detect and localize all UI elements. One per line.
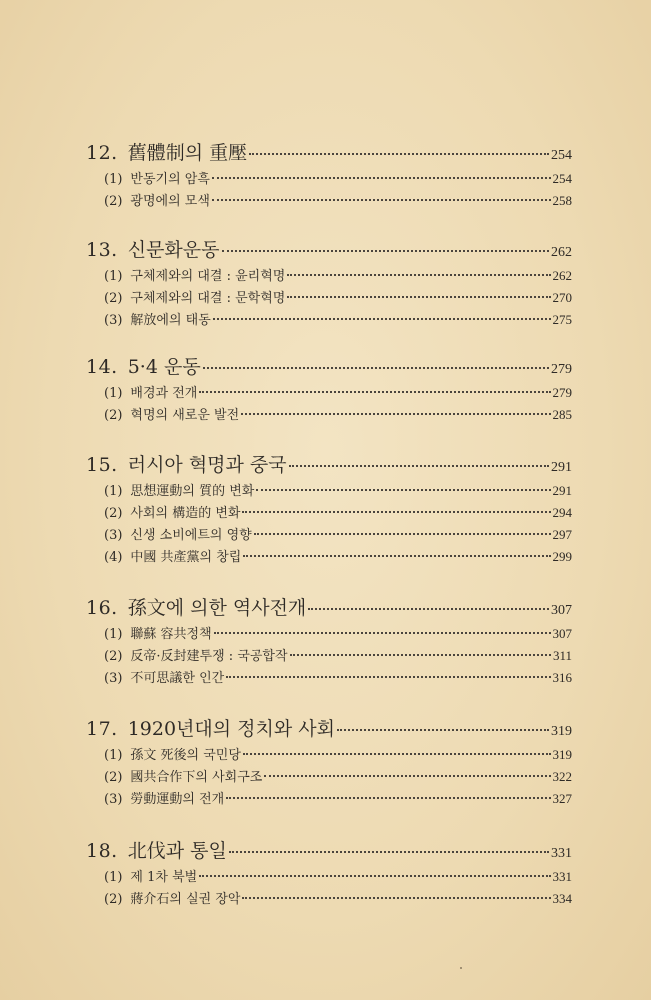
section-title: 反帝·反封建투쟁 : 국공합작 [130,649,288,664]
chapter-number: 18. [86,840,118,862]
dot-leader [242,897,550,899]
section-entry[interactable] [86,645,572,667]
dot-leader [213,318,551,320]
chapter-number: 13. [86,239,118,261]
chapter-title: 신문화운동 [127,239,220,261]
chapter-page-number: 254 [551,148,572,163]
section-page-number: 285 [552,407,572,422]
section-number: (1) [104,386,123,401]
section-title: 解放에의 태동 [130,313,211,328]
section-page-number: 258 [552,193,572,208]
section-title: 思想運動의 質的 변화 [130,484,255,499]
section-title: 제 1차 북벌 [130,870,198,885]
dot-leader [290,654,551,656]
section-entry[interactable] [86,766,572,788]
section-number: (1) [104,627,123,642]
chapter-number: 14. [86,356,118,378]
dot-leader [226,676,550,678]
chapter-number: 16. [86,597,118,619]
section-title: 聯蘇 容共정책 [130,627,212,642]
section-number: (1) [104,172,123,187]
dot-leader [203,367,549,369]
dot-leader [264,775,550,777]
section-entry[interactable] [86,382,572,404]
section-title: 孫文 死後의 국민당 [130,748,241,763]
dot-leader [226,797,550,799]
section-page-number: 297 [552,527,572,542]
section-page-number: 279 [552,385,572,400]
chapter-block [86,352,572,426]
section-title: 반동기의 암흑 [130,172,210,187]
section-title: 國共合作下의 사회구조 [130,770,263,785]
section-number: (1) [104,484,123,499]
section-number: (2) [104,506,123,521]
section-entry[interactable] [86,287,572,309]
section-entry[interactable] [86,546,572,568]
chapter-page-number: 319 [551,724,572,739]
dot-leader [308,608,549,610]
section-entry[interactable] [86,309,572,331]
dot-leader [214,632,551,634]
section-number: (3) [104,671,123,686]
chapter-heading[interactable] [86,352,572,382]
section-page-number: 270 [552,290,572,305]
dot-leader [229,851,549,853]
section-title: 구체제와의 대결 : 윤리혁명 [130,269,286,284]
section-page-number: 291 [552,483,572,498]
section-entry[interactable] [86,480,572,502]
section-entry[interactable] [86,623,572,645]
dot-leader [243,555,550,557]
dot-leader [289,465,549,467]
section-entry[interactable] [86,788,572,810]
section-page-number: 327 [552,791,572,806]
section-entry[interactable] [86,404,572,426]
section-entry[interactable] [86,190,572,212]
section-title: 배경과 전개 [130,386,198,401]
section-number: (1) [104,870,123,885]
dot-leader [212,199,551,201]
chapter-title: 舊體制의 重壓 [127,142,248,164]
section-title: 구체제와의 대결 : 문학혁명 [130,291,286,306]
dot-leader [241,413,550,415]
section-number: (1) [104,269,123,284]
chapter-block [86,235,572,331]
paper-speck [460,967,462,969]
section-number: (3) [104,792,123,807]
chapter-title: 1920년대의 정치와 사회 [127,718,335,740]
dot-leader [242,511,550,513]
chapter-title: 러시아 혁명과 중국 [127,454,287,476]
section-page-number: 254 [552,171,572,186]
section-entry[interactable] [86,888,572,910]
dot-leader [212,177,551,179]
section-number: (2) [104,892,123,907]
section-number: (2) [104,408,123,423]
section-page-number: 307 [552,626,572,641]
chapter-number: 12. [86,142,118,164]
section-title: 勞動運動의 전개 [130,792,225,807]
section-title: 신생 소비에트의 영향 [130,528,252,543]
chapter-page-number: 331 [551,846,572,861]
section-number: (2) [104,770,123,785]
dot-leader [199,875,550,877]
chapter-number: 15. [86,454,118,476]
chapter-block [86,450,572,568]
section-entry[interactable] [86,866,572,888]
dot-leader [337,729,549,731]
section-page-number: 275 [552,312,572,327]
chapter-title: 北伐과 통일 [127,840,227,862]
section-number: (2) [104,194,123,209]
chapter-number: 17. [86,718,118,740]
section-number: (1) [104,748,123,763]
section-title: 혁명의 새로운 발전 [130,408,240,423]
chapter-page-number: 291 [551,460,572,475]
dot-leader [249,153,549,155]
section-page-number: 311 [552,648,572,663]
section-page-number: 316 [552,670,572,685]
section-page-number: 294 [552,505,572,520]
dot-leader [222,250,550,252]
section-entry[interactable] [86,744,572,766]
chapter-title: 孫文에 의한 역사전개 [127,597,307,619]
dot-leader [254,533,551,535]
section-entry[interactable] [86,168,572,190]
chapter-block [86,836,572,910]
section-title: 사회의 構造的 변화 [130,506,241,521]
chapter-block [86,593,572,689]
section-number: (4) [104,550,123,565]
section-entry[interactable] [86,667,572,689]
chapter-page-number: 307 [551,603,572,618]
section-entry[interactable] [86,502,572,524]
section-page-number: 322 [552,769,572,784]
chapter-heading[interactable] [86,714,572,744]
chapter-page-number: 262 [551,245,572,260]
chapter-page-number: 279 [551,362,572,377]
dot-leader [287,296,550,298]
chapter-heading[interactable] [86,593,572,623]
section-page-number: 334 [552,891,572,906]
section-title: 蔣介石의 실권 장악 [130,892,241,907]
chapter-heading[interactable] [86,836,572,866]
section-number: (3) [104,313,123,328]
chapter-block [86,138,572,212]
section-title: 不可思議한 인간 [130,671,225,686]
dot-leader [256,489,550,491]
dot-leader [199,391,550,393]
section-title: 광명에의 모색 [130,194,210,209]
chapter-title: 5·4 운동 [127,356,201,378]
chapter-heading[interactable] [86,235,572,265]
section-entry[interactable] [86,265,572,287]
section-number: (2) [104,291,123,306]
chapter-heading[interactable] [86,138,572,168]
section-number: (3) [104,528,123,543]
section-page-number: 299 [552,549,572,564]
section-page-number: 331 [552,869,572,884]
chapter-heading[interactable] [86,450,572,480]
dot-leader [243,753,551,755]
section-entry[interactable] [86,524,572,546]
section-page-number: 319 [552,747,572,762]
section-page-number: 262 [552,268,572,283]
section-number: (2) [104,649,123,664]
dot-leader [287,274,550,276]
section-title: 中國 共產黨의 창립 [130,550,242,565]
chapter-block [86,714,572,810]
